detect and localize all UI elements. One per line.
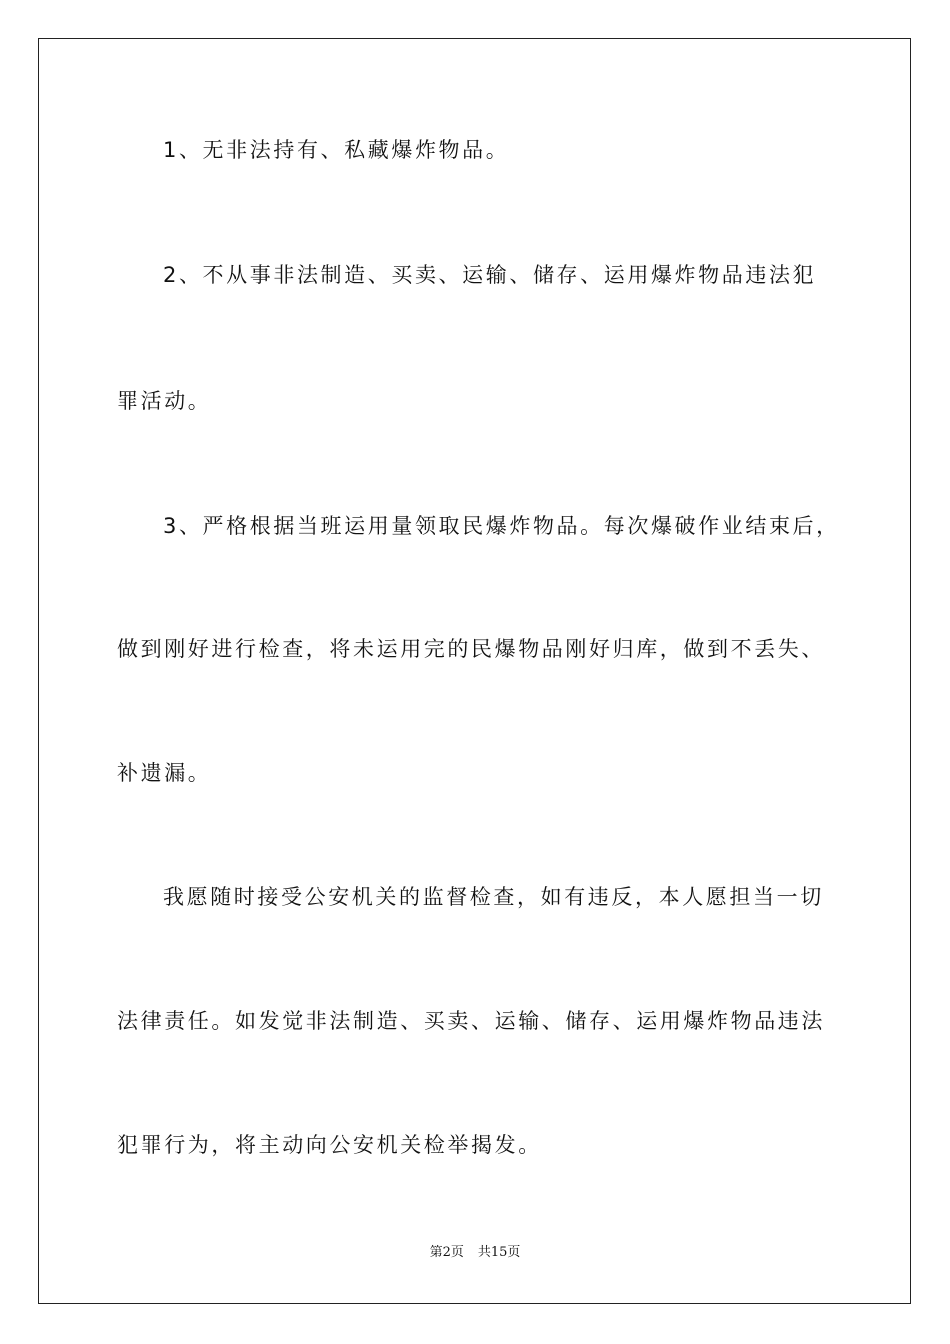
paragraph-2-line-2: 罪活动。 <box>117 389 212 413</box>
paragraph-1-line-1: 1、无非法持有、私藏爆炸物品。 <box>163 138 510 162</box>
paragraph-3-line-3: 补遗漏。 <box>117 761 212 785</box>
paragraph-4-line-3: 犯罪行为，将主动向公安机关检举揭发。 <box>117 1133 542 1157</box>
paragraph-4-line-2: 法律责任。如发觉非法制造、买卖、运输、储存、运用爆炸物品违法 <box>117 1009 825 1033</box>
page-total: 共15页 <box>477 1245 521 1260</box>
page-frame <box>38 38 911 1304</box>
page-footer <box>0 1244 950 1262</box>
paragraph-3-line-1: 3、严格根据当班运用量领取民爆炸物品。每次爆破作业结束后， <box>163 514 840 538</box>
page-number: 第2页 <box>429 1245 464 1260</box>
paragraph-4-line-1: 我愿随时接受公安机关的监督检查，如有违反，本人愿担当一切 <box>163 885 824 909</box>
paragraph-2-line-1: 2、不从事非法制造、买卖、运输、储存、运用爆炸物品违法犯 <box>163 263 817 287</box>
paragraph-3-line-2: 做到刚好进行检查，将未运用完的民爆物品刚好归库，做到不丢失、 <box>117 637 825 661</box>
